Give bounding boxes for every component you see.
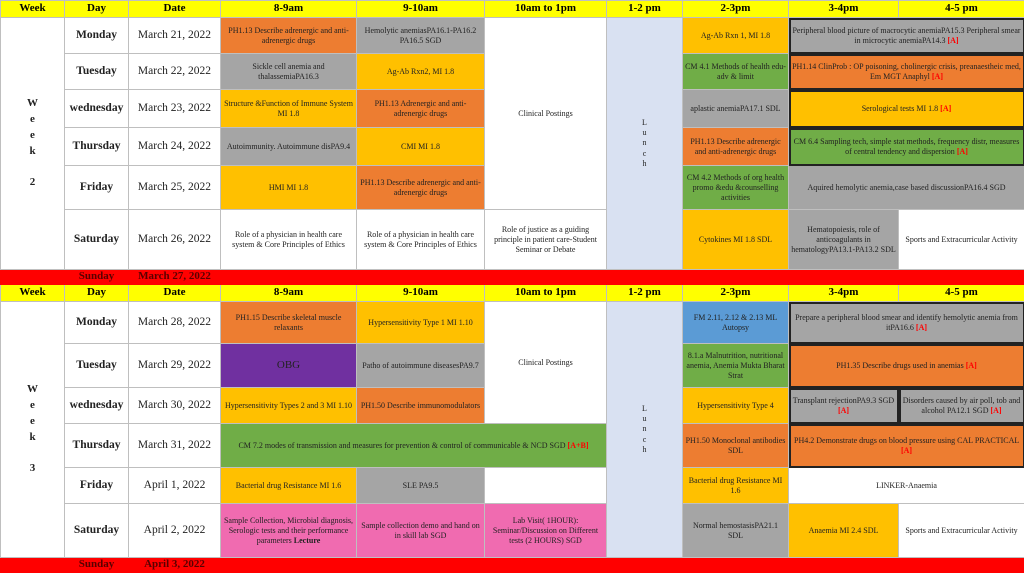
header-date: Date: [129, 285, 221, 302]
header-slot-10-1: 10am to 1pm: [485, 285, 607, 302]
day-cell: Sunday: [65, 558, 129, 573]
header-slot-8-9: 8-9am: [221, 285, 357, 302]
header-row-week-2: [1, 1, 1024, 18]
day-cell: Monday: [65, 18, 129, 54]
session-cell: [899, 388, 1024, 424]
session-cell: [221, 504, 357, 558]
session-cell: LINKER-Anaemia: [789, 468, 1024, 504]
session-cell: Ag-Ab Rxn2, MI 1.8: [357, 54, 485, 90]
date-cell: March 26, 2022: [129, 210, 221, 270]
session-cell: CM 4.2 Methods of org health promo &edu &counselling activities: [683, 166, 789, 210]
sunday-row: [1, 270, 1024, 285]
batch-tag: [A+B]: [567, 440, 589, 450]
session-cell: Hematopoiesis, role of anticoagulants in hematologyPA13.1-PA13.2 SDL: [789, 210, 899, 270]
session-cell: OBG: [221, 344, 357, 388]
session-cell: Bacterial drug Resistance MI 1.6: [683, 468, 789, 504]
date-cell: March 24, 2022: [129, 128, 221, 166]
date-cell: March 21, 2022: [129, 18, 221, 54]
batch-tag: [A]: [990, 405, 1002, 415]
session-cell: Role of justice as a guiding principle in patient care-Student Seminar or Debate: [485, 210, 607, 270]
day-cell: Sunday: [65, 270, 129, 285]
header-date: Date: [129, 1, 221, 18]
session-type: Lecture: [293, 535, 321, 545]
session-cell: PH1.13 Describe adrenergic and anti-adrenergic drugs: [683, 128, 789, 166]
session-cell: PH1.13 Describe adrenergic and anti-adrenergic drugs: [357, 166, 485, 210]
batch-tag: [A]: [965, 360, 977, 370]
header-row-week-3: [1, 285, 1024, 302]
session-cell: Cytokines MI 1.8 SDL: [683, 210, 789, 270]
batch-tag: [A]: [915, 322, 928, 332]
session-cell: Ag-Ab Rxn 1, MI 1.8: [683, 18, 789, 54]
header-slot-4-5: 4-5 pm: [899, 1, 1024, 18]
session-cell: [789, 18, 1024, 54]
session-cell: [789, 424, 1024, 468]
header-slot-3-4: 3-4pm: [789, 285, 899, 302]
session-cell: aplastic anemiaPA17.1 SDL: [683, 90, 789, 128]
table-row: [1, 302, 1024, 344]
header-day: Day: [65, 285, 129, 302]
date-cell: April 1, 2022: [129, 468, 221, 504]
session-text: PH1.14 ClinProb : OP poisoning, cholinergic crisis, preanaestheic med, Em MGT Anaphyl: [792, 61, 1021, 81]
session-cell: Aquired hemolytic anemia,case based discussionPA16.4 SGD: [789, 166, 1024, 210]
day-cell: Friday: [65, 468, 129, 504]
session-cell: Anaemia MI 2.4 SDL: [789, 504, 899, 558]
header-slot-8-9: 8-9am: [221, 1, 357, 18]
session-cell: [789, 302, 1024, 344]
date-cell: March 29, 2022: [129, 344, 221, 388]
session-cell: Sports and Extracurricular Activity: [899, 210, 1024, 270]
header-slot-10-1: 10am to 1pm: [485, 1, 607, 18]
header-slot-1-2: 1-2 pm: [607, 1, 683, 18]
table-row: [1, 18, 1024, 54]
header-slot-1-2: 1-2 pm: [607, 285, 683, 302]
date-cell: March 30, 2022: [129, 388, 221, 424]
week-label: W e e k 3: [1, 302, 65, 558]
session-cell: [789, 344, 1024, 388]
session-text: CM 7.2 modes of transmission and measures for prevention & control of communicable & NCD SGD: [238, 440, 566, 450]
day-cell: Tuesday: [65, 344, 129, 388]
date-cell: April 3, 2022: [129, 558, 221, 573]
session-text: PH4.2 Demonstrate drugs on blood pressure using CAL PRACTICAL: [794, 435, 1019, 445]
header-slot-9-10: 9-10am: [357, 1, 485, 18]
date-cell: March 27, 2022: [129, 270, 221, 285]
table-row: [1, 468, 1024, 504]
session-cell: Role of a physician in health care system & Core Principles of Ethics: [357, 210, 485, 270]
day-cell: Friday: [65, 166, 129, 210]
session-cell: Hemolytic anemiasPA16.1-PA16.2 PA16.5 SGD: [357, 18, 485, 54]
session-cell: [789, 388, 899, 424]
day-cell: Saturday: [65, 210, 129, 270]
table-row: [1, 210, 1024, 270]
session-cell: FM 2.11, 2.12 & 2.13 ML Autopsy: [683, 302, 789, 344]
batch-tag: [A]: [837, 405, 850, 415]
session-cell: Hypersensitivity Type 4: [683, 388, 789, 424]
session-cell: SLE PA9.5: [357, 468, 485, 504]
session-cell: Structure &Function of Immune System MI 1.8: [221, 90, 357, 128]
day-cell: Monday: [65, 302, 129, 344]
header-week: Week: [1, 285, 65, 302]
clinical-postings: Clinical Postings: [485, 18, 607, 210]
session-cell: Autoimmunity. Autoimmune disPA9.4: [221, 128, 357, 166]
day-cell: Saturday: [65, 504, 129, 558]
day-cell: wednesday: [65, 90, 129, 128]
session-cell: [789, 54, 1024, 90]
session-cell: HMI MI 1.8: [221, 166, 357, 210]
sunday-row: [1, 558, 1024, 573]
session-cell: Normal hemostasisPA21.1 SDL: [683, 504, 789, 558]
session-cell: PH1.13 Adrenergic and anti-adrenergic drugs: [357, 90, 485, 128]
session-text: Peripheral blood picture of macrocytic anemiaPA15.3 Peripheral smear in microcytic anemiaPA14.3: [792, 25, 1021, 45]
session-text: Transplant rejectionPA9.3 SGD: [792, 395, 895, 405]
session-cell: PH1.50 Describe immunomodulators: [357, 388, 485, 424]
batch-tag: [A]: [956, 146, 968, 156]
session-cell: Role of a physician in health care system & Core Principles of Ethics: [221, 210, 357, 270]
session-cell: Sports and Extracurricular Activity: [899, 504, 1024, 558]
batch-tag: [A]: [947, 35, 959, 45]
day-cell: wednesday: [65, 388, 129, 424]
session-cell: Hypersensitivity Type 1 MI 1.10: [357, 302, 485, 344]
header-slot-3-4: 3-4pm: [789, 1, 899, 18]
table-row: [1, 504, 1024, 558]
day-cell: Thursday: [65, 128, 129, 166]
session-cell: PH1.15 Describe skeletal muscle relaxants: [221, 302, 357, 344]
session-cell: Sickle cell anemia and thalassemiaPA16.3: [221, 54, 357, 90]
header-slot-4-5: 4-5 pm: [899, 285, 1024, 302]
date-cell: April 2, 2022: [129, 504, 221, 558]
date-cell: March 28, 2022: [129, 302, 221, 344]
session-cell: 8.1.a Malnutrition, nutritional anemia, Anemia Mukta Bharat Strat: [683, 344, 789, 388]
lunch-break: L u n c h: [607, 302, 683, 558]
header-day: Day: [65, 1, 129, 18]
batch-tag: [A]: [900, 445, 913, 455]
table-row: [1, 424, 1024, 468]
session-cell: Lab Visit( 1HOUR): Seminar/Discussion on Different tests (2 HOURS) SGD: [485, 504, 607, 558]
session-text: Sample Collection, Microbial diagnosis, Serologic tests and their performance parameters: [223, 515, 354, 545]
date-cell: March 22, 2022: [129, 54, 221, 90]
session-cell: Sample collection demo and hand on in skill lab SGD: [357, 504, 485, 558]
session-cell: Bacterial drug Resistance MI 1.6: [221, 468, 357, 504]
clinical-postings: Clinical Postings: [485, 302, 607, 424]
week-label: W e e k 2: [1, 18, 65, 270]
session-cell: Hypersensitivity Types 2 and 3 MI 1.10: [221, 388, 357, 424]
session-cell: PH1.50 Monoclonal antibodies SDL: [683, 424, 789, 468]
session-cell: [221, 424, 607, 468]
session-text: Serological tests MI 1.8: [861, 103, 939, 113]
date-cell: March 25, 2022: [129, 166, 221, 210]
session-text: PH1.35 Describe drugs used in anemias: [836, 360, 964, 370]
header-week: Week: [1, 1, 65, 18]
batch-tag: [A]: [940, 103, 952, 113]
session-cell: PH1.13 Describe adrenergic and anti-adrenergic drugs: [221, 18, 357, 54]
session-cell: CMI MI 1.8: [357, 128, 485, 166]
session-text: CM 6.4 Sampling tech, simple stat methods, frequency distr, measures of central tendency and dispersion: [793, 136, 1020, 156]
batch-tag: [A]: [931, 71, 943, 81]
session-cell: [789, 90, 1024, 128]
lunch-break: L u n c h: [607, 18, 683, 270]
day-cell: Thursday: [65, 424, 129, 468]
session-cell: [789, 128, 1024, 166]
session-cell: CM 4.1 Methods of health edu- adv & limit: [683, 54, 789, 90]
header-slot-2-3: 2-3pm: [683, 285, 789, 302]
session-text: Disorders caused by air poll, tob and alcohol PA12.1 SGD: [902, 395, 1021, 415]
day-cell: Tuesday: [65, 54, 129, 90]
session-text: Prepare a peripheral blood smear and identify hemolytic anemia from itPA16.6: [795, 312, 1018, 332]
header-slot-2-3: 2-3pm: [683, 1, 789, 18]
session-cell: Patho of autoimmune diseasesPA9.7: [357, 344, 485, 388]
date-cell: March 31, 2022: [129, 424, 221, 468]
header-slot-9-10: 9-10am: [357, 285, 485, 302]
date-cell: March 23, 2022: [129, 90, 221, 128]
